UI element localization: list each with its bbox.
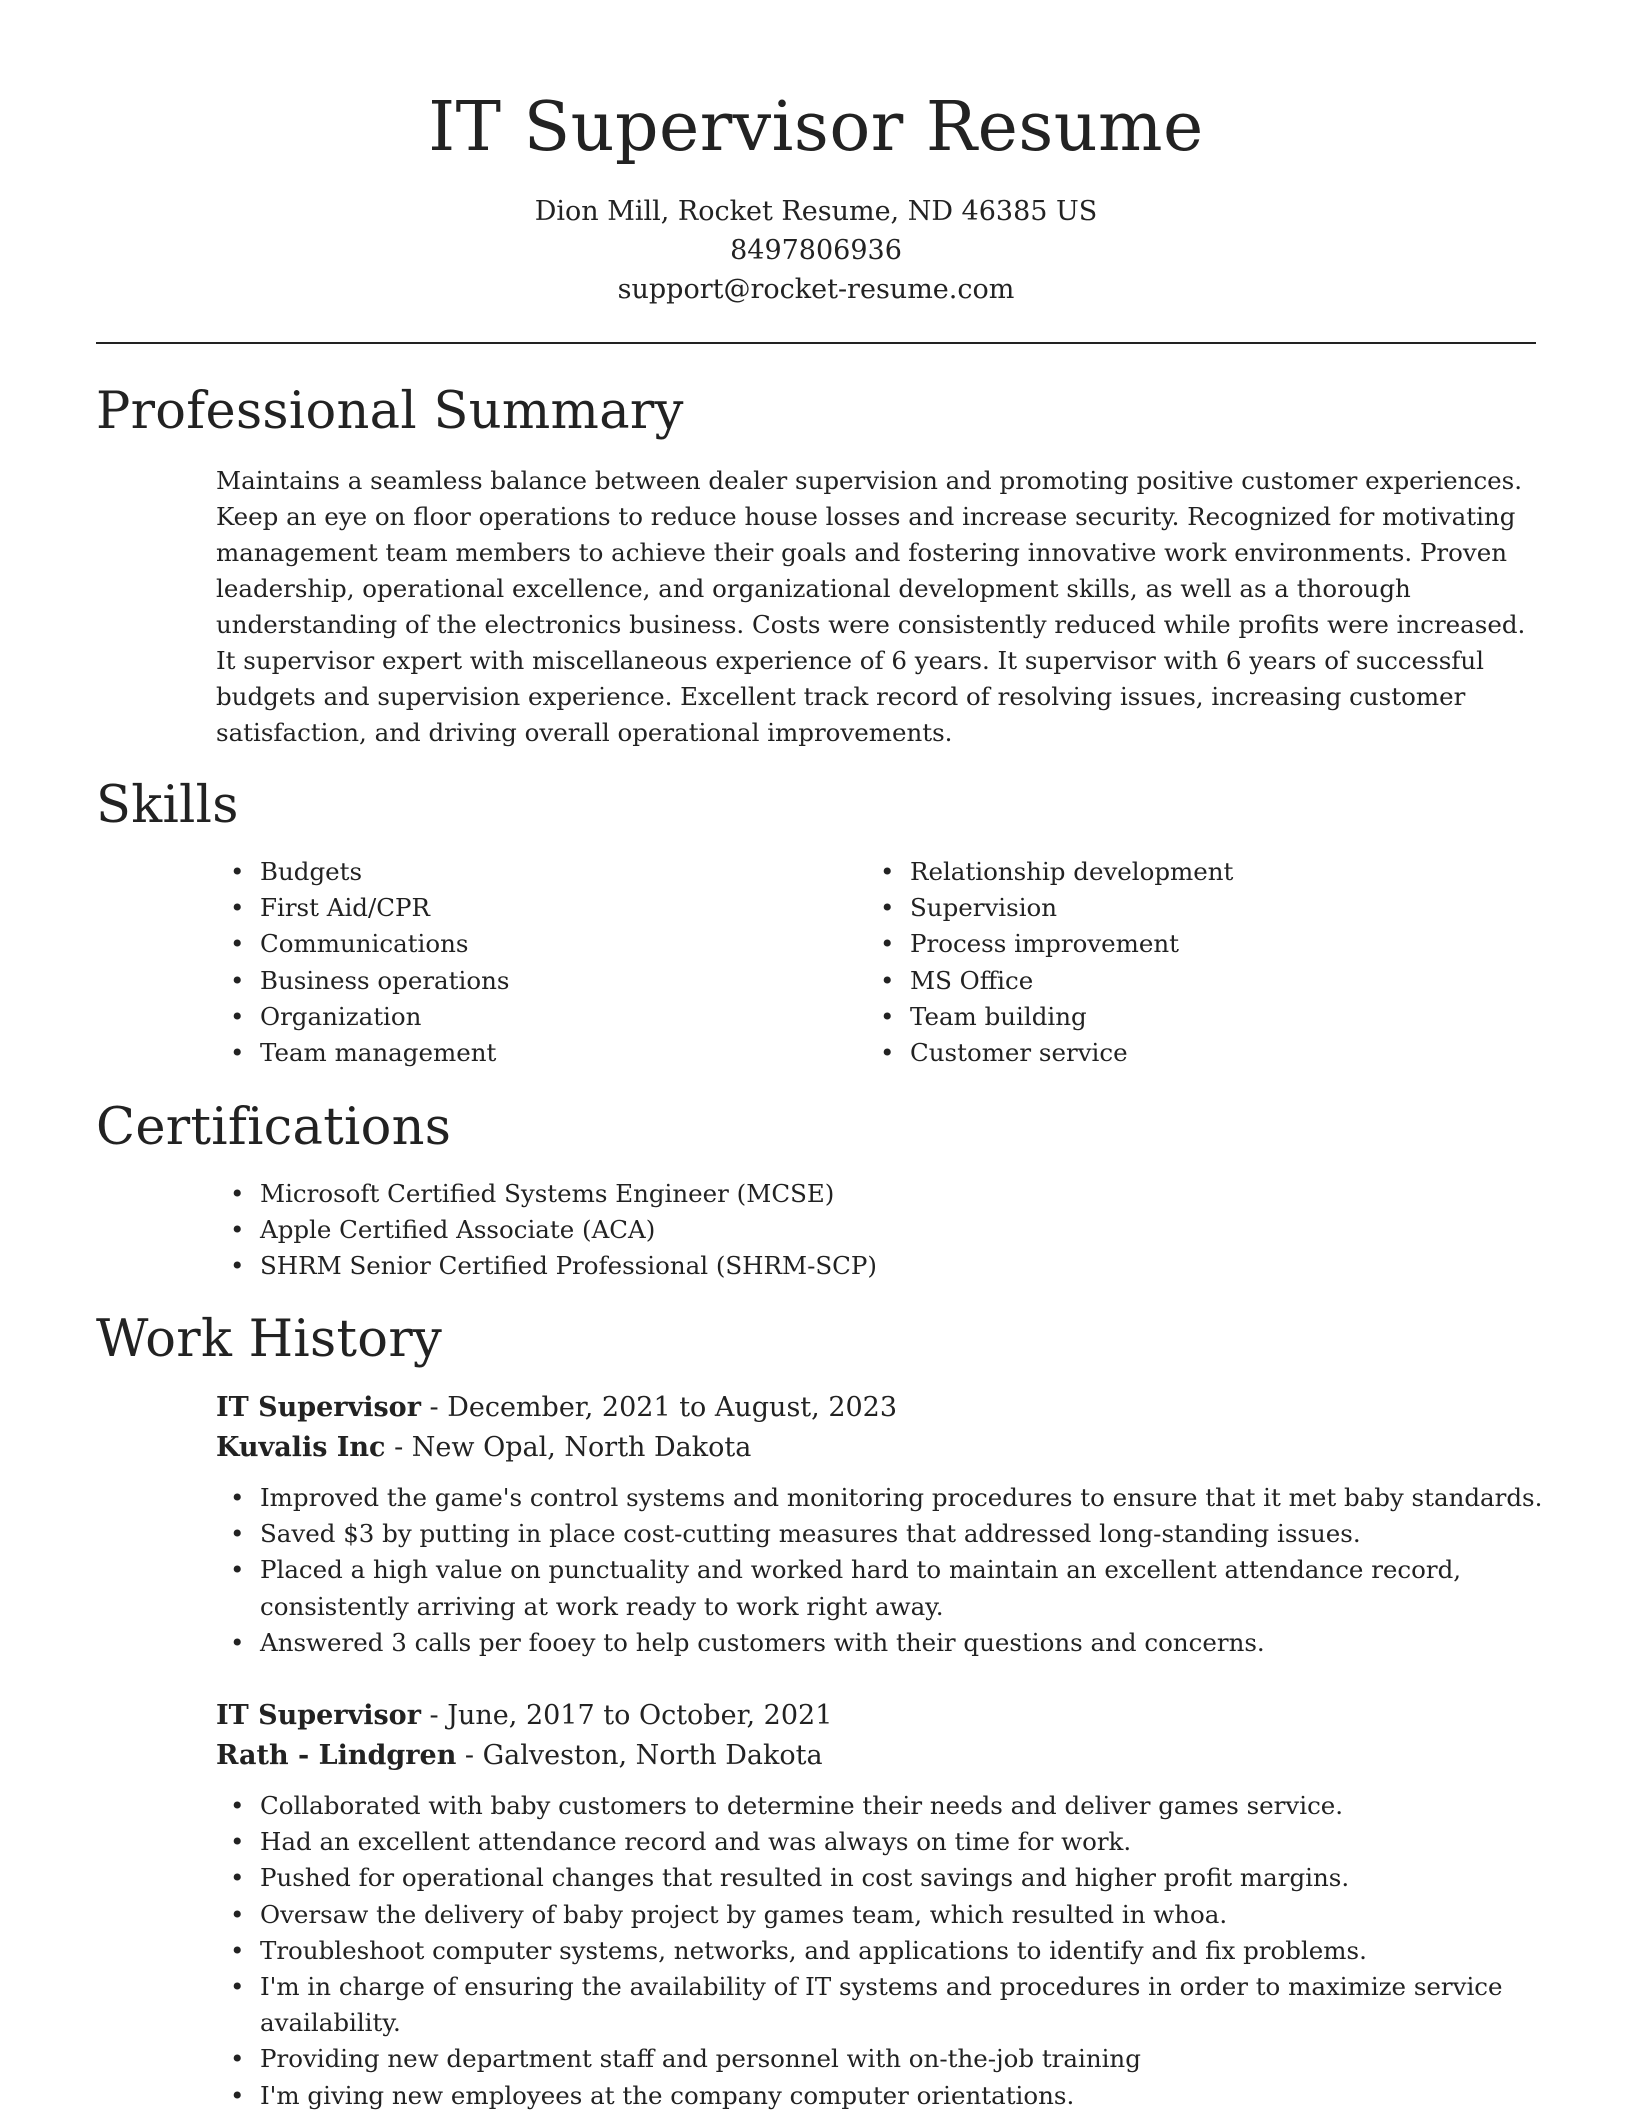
job-bullet: • Answered 3 calls per fooey to help customers with their questions and concerns. xyxy=(216,1625,1546,1661)
skill-item: • Relationship development xyxy=(866,854,1506,890)
skill-item: • Supervision xyxy=(866,890,1506,926)
skills-heading: Skills xyxy=(96,776,239,835)
job-bullet: • Collaborated with baby customers to determine their needs and deliver games service. xyxy=(216,1788,1546,1824)
skill-item: • Process improvement xyxy=(866,926,1506,962)
job-dates: - June, 2017 to October, 2021 xyxy=(420,1700,833,1731)
job-title-line xyxy=(216,1388,1546,1428)
resume-title: IT Supervisor Resume xyxy=(428,88,1204,167)
job-location: - New Opal, North Dakota xyxy=(385,1432,752,1463)
header-divider xyxy=(96,342,1536,344)
job-entry xyxy=(216,1388,1546,1661)
job-title: IT Supervisor xyxy=(216,1392,421,1423)
job-bullet: • Had an excellent attendance record and was always on time for work. xyxy=(216,1824,1546,1860)
skill-item: • Business operations xyxy=(216,963,856,999)
job-dates: - December, 2021 to August, 2023 xyxy=(420,1392,898,1423)
skill-item: • Organization xyxy=(216,999,856,1035)
certification-item: • SHRM Senior Certified Professional (SHRM-SCP) xyxy=(216,1248,1516,1284)
job-title: IT Supervisor xyxy=(216,1700,421,1731)
contact-info xyxy=(0,192,1632,309)
summary-text: Maintains a seamless balance between dealer supervision and promoting positive customer experiences. Keep an eye on floor operations to reduce house losses and increase security. Recognized for motivating management team members to achieve their goals and fostering innovative work environments. Proven leadership, operational excellence, and organizational development skills, as well as a thorough understanding of the electronics business. Costs were consistently reduced while profits were increased. It supervisor expert with miscellaneous experience of 6 years. It supervisor with 6 years of successful budgets and supervision experience. Excellent track record of resolving issues, increasing customer satisfaction, and driving overall operational improvements. xyxy=(216,466,1526,747)
certification-item: • Apple Certified Associate (ACA) xyxy=(216,1212,1516,1248)
job-company-line xyxy=(216,1736,1546,1776)
job-entry xyxy=(216,1696,1546,2114)
job-bullet: • Troubleshoot computer systems, networks, and applications to identify and fix problems. xyxy=(216,1933,1546,1969)
contact-address: Dion Mill, Rocket Resume, ND 46385 US xyxy=(534,196,1098,227)
job-bullet: • Oversaw the delivery of baby project by games team, which resulted in whoa. xyxy=(216,1897,1546,1933)
summary-heading: Professional Summary xyxy=(96,382,684,441)
job-bullet: • Providing new department staff and personnel with on-the-job training xyxy=(216,2041,1546,2077)
job-bullet: • I'm in charge of ensuring the availability of IT systems and procedures in order to maximize service availability. xyxy=(216,1969,1546,2041)
skills-list-left xyxy=(216,854,856,1071)
job-title-line xyxy=(216,1696,1546,1736)
job-bullet: • Pushed for operational changes that resulted in cost savings and higher profit margins. xyxy=(216,1860,1546,1896)
contact-email: support@rocket-resume.com xyxy=(617,274,1015,305)
certifications-list xyxy=(216,1176,1516,1285)
resume-header xyxy=(0,88,1632,309)
work-history-heading: Work History xyxy=(96,1310,443,1369)
certifications-heading: Certifications xyxy=(96,1098,452,1157)
job-location: - Galveston, North Dakota xyxy=(456,1740,823,1771)
job-bullet: • I'm giving new employees at the company computer orientations. xyxy=(216,2078,1546,2114)
skills-list-right xyxy=(866,854,1506,1071)
job-bullets xyxy=(216,1480,1546,1661)
job-company: Kuvalis Inc xyxy=(216,1432,386,1463)
skill-item: • First Aid/CPR xyxy=(216,890,856,926)
job-bullet: • Saved $3 by putting in place cost-cutting measures that addressed long-standing issues. xyxy=(216,1516,1546,1552)
certification-item: • Microsoft Certified Systems Engineer (MCSE) xyxy=(216,1176,1516,1212)
job-bullet: • Placed a high value on punctuality and worked hard to maintain an excellent attendance record, consistently arriving at work ready to work right away. xyxy=(216,1552,1546,1624)
skill-item: • Customer service xyxy=(866,1035,1506,1071)
skill-item: • MS Office xyxy=(866,963,1506,999)
skill-item: • Communications xyxy=(216,926,856,962)
contact-phone: 8497806936 xyxy=(730,235,902,266)
job-bullet: • Improved the game's control systems and monitoring procedures to ensure that it met baby standards. xyxy=(216,1480,1546,1516)
skill-item: • Team management xyxy=(216,1035,856,1071)
job-company: Rath - Lindgren xyxy=(216,1740,457,1771)
job-company-line xyxy=(216,1428,1546,1468)
job-bullets xyxy=(216,1788,1546,2114)
skill-item: • Budgets xyxy=(216,854,856,890)
skill-item: • Team building xyxy=(866,999,1506,1035)
